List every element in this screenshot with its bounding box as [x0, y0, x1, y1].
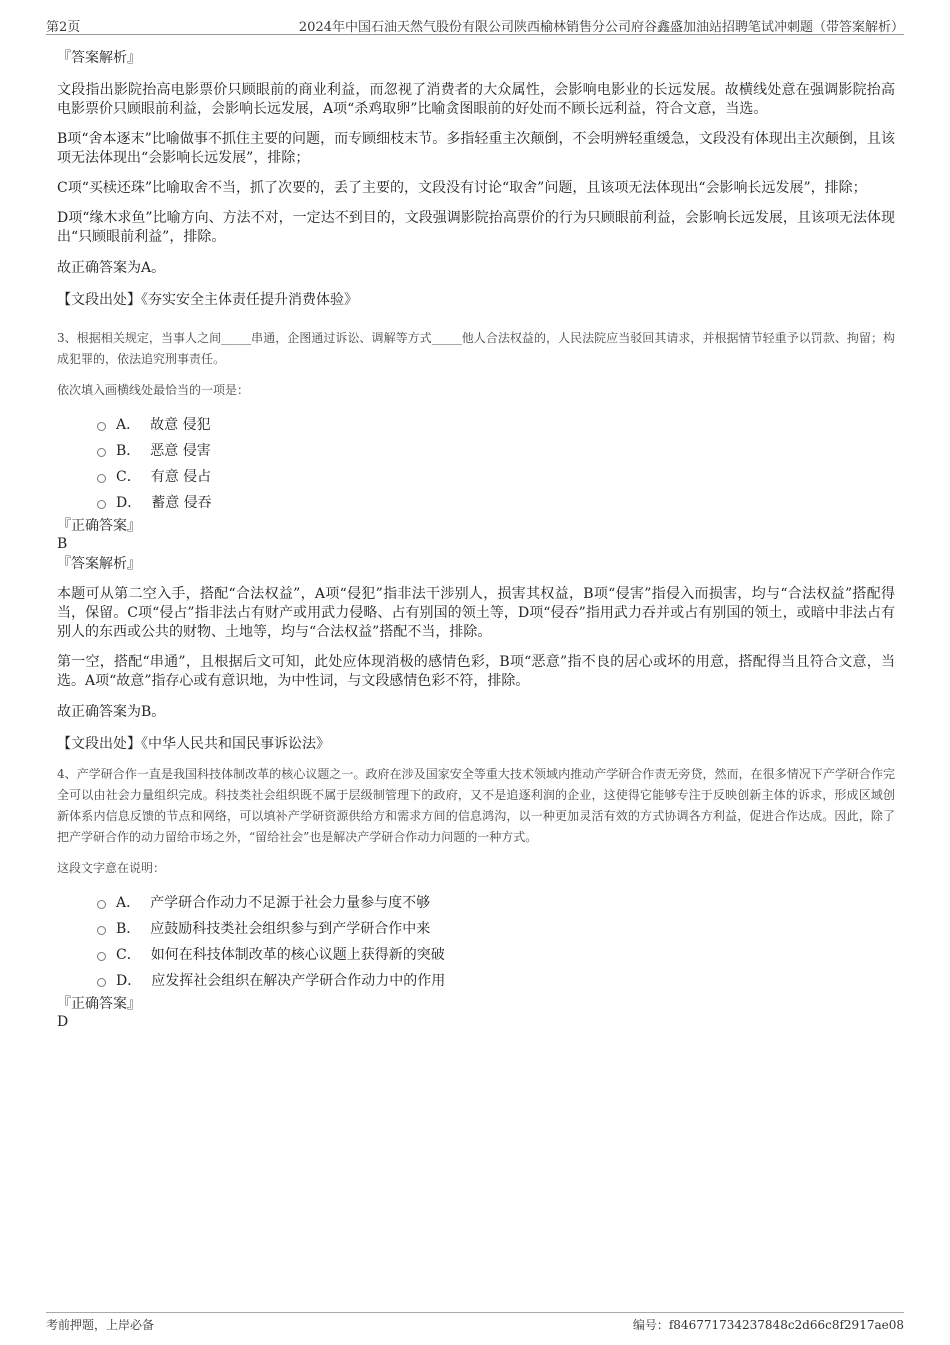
option-d[interactable]: D． 蓄意 侵吞	[97, 489, 895, 515]
source-citation: 【文段出处】《中华人民共和国民事诉讼法》	[57, 736, 330, 752]
radio-icon[interactable]	[97, 500, 106, 509]
analysis-tag: 『答案解析』	[57, 50, 141, 66]
answer-conclusion: 故正确答案为A。	[57, 260, 166, 276]
option-list	[97, 411, 895, 515]
analysis-paragraph: 本题可从第二空入手，搭配“合法权益”，A项“侵犯”指非法干涉别人，损害其权益，B项“侵害”指侵入而损害，均与“合法权益”搭配得当，保留。C项“侵占”指非法占有财产或用武力侵略、占有别国的领土等，D项“侵吞”指用武力吞并或占有别国的领土，或暗中非法占有别人的东西或公共的财物、土地等，均与“合法权益”搭配不当，排除。	[57, 586, 895, 640]
footer-slogan: 考前押题，上岸必备	[46, 1318, 155, 1332]
answer-conclusion: 故正确答案为B。	[57, 704, 166, 720]
document-title: 2024年中国石油天然气股份有限公司陕西榆林销售分公司府谷鑫盛加油站招聘笔试冲刺题（带答案解析）	[298, 20, 904, 35]
question-prompt: 这段文字意在说明：	[57, 861, 166, 875]
page-footer	[46, 1312, 904, 1332]
page-number: 第2页	[46, 20, 81, 35]
page-header	[46, 14, 904, 35]
document-id: 编号：f846771734237848c2d66c8f2917ae08	[632, 1318, 904, 1332]
answer-tag: 『正确答案』	[57, 518, 141, 534]
option-b[interactable]: B． 恶意 侵害	[97, 437, 895, 463]
radio-icon[interactable]	[97, 422, 106, 431]
document-body	[57, 48, 895, 1031]
analysis-paragraph: C项“买椟还珠”比喻取舍不当，抓了次要的，丢了主要的，文段没有讨论“取舍”问题，且该项无法体现出“会影响长远发展”，排除；	[57, 180, 867, 196]
option-list	[97, 889, 895, 993]
answer-tag: 『正确答案』	[57, 996, 141, 1012]
option-a[interactable]: A． 产学研合作动力不足源于社会力量参与度不够	[97, 889, 895, 915]
source-citation: 【文段出处】《夯实安全主体责任提升消费体验》	[57, 292, 358, 308]
radio-icon[interactable]	[97, 978, 106, 987]
question-stem: 4、产学研合作一直是我国科技体制改革的核心议题之一。政府在涉及国家安全等重大技术领域内推动产学研合作责无旁贷，然而，在很多情况下产学研合作完全可以由社会力量组织完成。科技类社会组织既不属于层级制管理下的政府，又不是追逐利润的企业，这使得它能够专注于反映创新主体的诉求，形成区域创新体系内信息反馈的节点和网络，可以填补产学研资源供给方和需求方间的信息鸿沟，以一种更加灵活有效的方式协调各方利益，促进合作达成。因此，除了把产学研合作的动力留给市场之外，“留给社会”也是解决产学研合作动力问题的一种方式。	[57, 767, 895, 844]
option-d[interactable]: D． 应发挥社会组织在解决产学研合作动力中的作用	[97, 967, 895, 993]
question-stem: 3、根据相关规定，当事人之间_____串通，企图通过诉讼、调解等方式_____他人合法权益的，人民法院应当驳回其请求，并根据情节轻重予以罚款、拘留；构成犯罪的，依法追究刑事责任。	[57, 331, 895, 366]
radio-icon[interactable]	[97, 900, 106, 909]
question-prompt: 依次填入画横线处最恰当的一项是：	[57, 383, 250, 397]
option-c[interactable]: C． 有意 侵占	[97, 463, 895, 489]
option-a[interactable]: A． 故意 侵犯	[97, 411, 895, 437]
radio-icon[interactable]	[97, 474, 106, 483]
radio-icon[interactable]	[97, 952, 106, 961]
analysis-paragraph: 第一空，搭配“串通”，且根据后文可知，此处应体现消极的感情色彩，B项“恶意”指不良的居心或坏的用意，搭配得当且符合文意，当选。A项“故意”指存心或有意识地，为中性词，与文段感情色彩不符，排除。	[57, 654, 895, 689]
radio-icon[interactable]	[97, 448, 106, 457]
analysis-paragraph: 文段指出影院抬高电影票价只顾眼前的商业利益，而忽视了消费者的大众属性，会影响电影业的长远发展。故横线处意在强调影院抬高电影票价只顾眼前利益，会影响长远发展，A项“杀鸡取卵”比喻贪图眼前的好处而不顾长远利益，符合文意，当选。	[57, 82, 895, 117]
correct-answer: D	[57, 1014, 69, 1030]
correct-answer: B	[57, 536, 68, 552]
option-b[interactable]: B． 应鼓励科技类社会组织参与到产学研合作中来	[97, 915, 895, 941]
option-c[interactable]: C． 如何在科技体制改革的核心议题上获得新的突破	[97, 941, 895, 967]
radio-icon[interactable]	[97, 926, 106, 935]
analysis-tag: 『答案解析』	[57, 556, 141, 572]
analysis-paragraph: B项“舍本逐末”比喻做事不抓住主要的问题，而专顾细枝末节。多指轻重主次颠倒，不会明辨轻重缓急，文段没有体现出主次颠倒，且该项无法体现出“会影响长远发展”，排除；	[57, 131, 895, 166]
analysis-paragraph: D项“缘木求鱼”比喻方向、方法不对，一定达不到目的，文段强调影院抬高票价的行为只顾眼前利益，会影响长远发展，且该项无法体现出“只顾眼前利益”，排除。	[57, 210, 895, 245]
